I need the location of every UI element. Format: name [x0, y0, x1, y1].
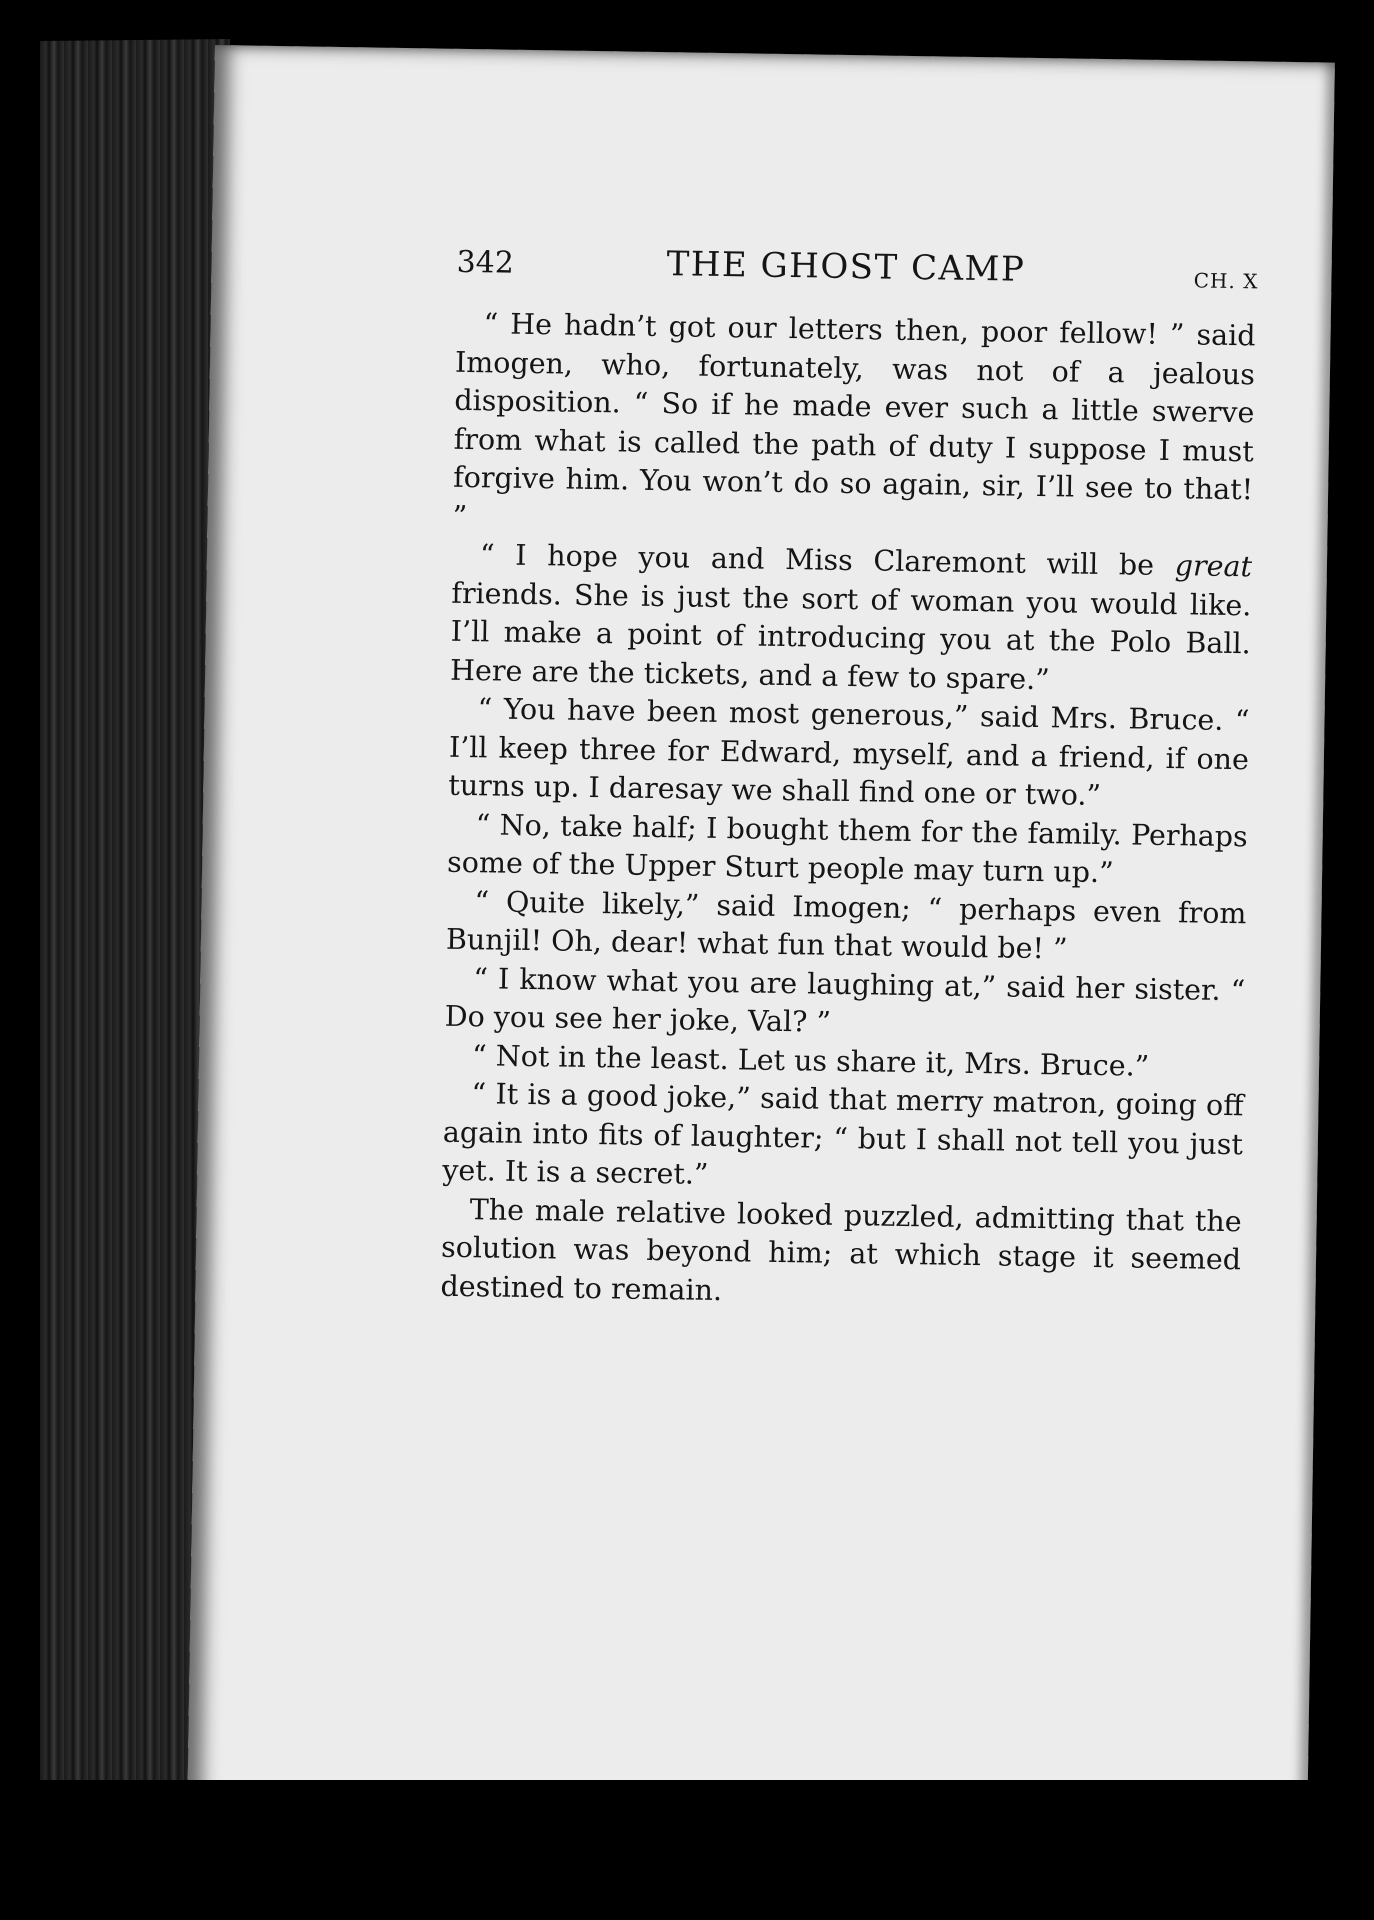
page-number: 342: [456, 244, 515, 281]
scan-bottom-border: [0, 1780, 1374, 1920]
emphasized-word: great: [1174, 549, 1253, 584]
paragraph-text: “ I hope you and Miss Claremont will be: [479, 538, 1176, 583]
running-title: THE GHOST CAMP: [666, 244, 1026, 290]
paragraph: [450, 536, 1252, 703]
paragraph: “ It is a good joke,” said that merry matron, going off again into fits of laughter; “ but I shall not tell you just yet. It is a secret.”: [442, 1077, 1244, 1191]
paragraph: “ He hadn’t got our letters then, poor fellow! ” said Imogen, who, fortunately, was not of a jealous disposition. “ So if he made ever such a little swerve from what is called the path of duty I suppose I must forgive him. You won’t do so again, sir, I’ll see to that! ”: [452, 307, 1256, 533]
page-sheet: [187, 45, 1335, 1832]
body-text: [440, 305, 1256, 1318]
paragraph: “ You have been most generous,” said Mrs. Bruce. “ I’ll keep three for Edward, myself, and a friend, if one turns up. I daresay we shall find one or two.”: [448, 692, 1250, 813]
paragraph: The male relative looked puzzled, admitting that the solution was beyond him; at which stage it seemed destined to remain.: [440, 1192, 1242, 1307]
paragraph: “ Not in the least. Let us share it, Mrs. Bruce.”: [471, 1038, 1150, 1083]
chapter-reference: CH. X: [1193, 268, 1259, 294]
paragraph: “ No, take half; I bought them for the family. Perhaps some of the Upper Sturt people may turn up.”: [446, 807, 1248, 890]
running-head: [456, 245, 1257, 308]
paragraph-text: friends. She is just the sort of woman you would like. I’ll make a point of introducing you at the Polo Ball. Here are the tickets, and a few to spare.”: [449, 576, 1252, 696]
page-content: [440, 245, 1257, 1318]
paragraph: “ I know what you are laughing at,” said her sister. “ Do you see her joke, Val? ”: [444, 961, 1246, 1039]
paragraph: “ Quite likely,” said Imogen; “ perhaps even from Bunjil! Oh, dear! what fun that would be! ”: [445, 884, 1247, 966]
